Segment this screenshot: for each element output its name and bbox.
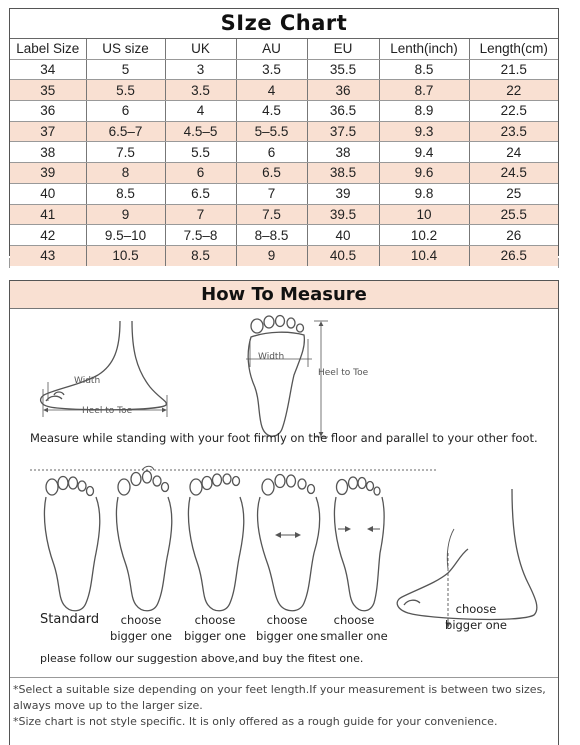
table-cell: 9 — [236, 245, 307, 265]
table-cell: 37 — [10, 121, 86, 142]
table-cell: 6.5 — [236, 163, 307, 184]
foot-type-label-line1: choose — [194, 613, 236, 627]
foot-type-label-line2: bigger one — [110, 629, 172, 643]
note-item: *Select a suitable size depending on your feet length.If your measurement is between two sizes, always move up to the larger size. — [13, 683, 546, 712]
table-cell: 38 — [10, 142, 86, 163]
size-notes — [13, 682, 553, 730]
table-row — [10, 163, 558, 184]
table-row — [10, 101, 558, 122]
table-cell: 8.5 — [165, 245, 236, 265]
table-cell: 38 — [307, 142, 379, 163]
size-table — [10, 39, 558, 266]
table-cell: 6.5 — [165, 183, 236, 204]
table-cell: 8.5 — [86, 183, 165, 204]
table-cell: 4 — [165, 101, 236, 122]
table-cell: 38.5 — [307, 163, 379, 184]
column-header: Lenth(inch) — [379, 39, 469, 59]
foot-type-label-line2: bigger one — [256, 629, 318, 643]
table-cell: 24 — [469, 142, 558, 163]
table-cell: 5.5 — [86, 80, 165, 101]
table-cell: 21.5 — [469, 59, 558, 80]
table-cell: 39 — [10, 163, 86, 184]
side-foot-illustration — [41, 321, 167, 417]
table-cell: 10.4 — [379, 245, 469, 265]
side-heel-to-toe-label: Heel to Toe — [82, 406, 133, 416]
table-cell: 8.9 — [379, 101, 469, 122]
foot-type-label-line1: choose — [120, 613, 162, 627]
table-cell: 39.5 — [307, 204, 379, 225]
table-cell: 10.2 — [379, 225, 469, 246]
table-cell: 36 — [10, 101, 86, 122]
follow-suggestion-text: please follow our suggestion above,and buy the fitest one. — [40, 652, 364, 665]
table-cell: 42 — [10, 225, 86, 246]
table-cell: 26.5 — [469, 245, 558, 265]
table-cell: 6 — [165, 163, 236, 184]
size-chart-title: SIze Chart — [10, 9, 558, 39]
column-header: Label Size — [10, 39, 86, 59]
section-spacer — [9, 258, 559, 268]
foot-type-label-line1: choose — [455, 602, 497, 616]
table-cell: 9.6 — [379, 163, 469, 184]
note-item: *Size chart is not style specific. It is only offered as a rough guide for your convenience. — [13, 715, 498, 728]
table-cell: 25.5 — [469, 204, 558, 225]
table-cell: 34 — [10, 59, 86, 80]
foot-type-label-line1: choose — [266, 613, 308, 627]
notes-divider — [10, 677, 558, 678]
table-row — [10, 142, 558, 163]
table-cell: 4 — [236, 80, 307, 101]
table-cell: 9.5–10 — [86, 225, 165, 246]
table-header-row — [10, 39, 558, 59]
table-cell: 9.3 — [379, 121, 469, 142]
measure-instruction: Measure while standing with your foot firmly on the floor and parallel to your other foot. — [30, 431, 538, 445]
column-header: UK — [165, 39, 236, 59]
foot-type-label-line2: bigger one — [445, 618, 507, 632]
size-chart — [9, 8, 559, 264]
foot-type-label — [252, 612, 322, 644]
foot-type-label — [106, 612, 176, 644]
column-header: Length(cm) — [469, 39, 558, 59]
table-cell: 5–5.5 — [236, 121, 307, 142]
table-cell: 40 — [307, 225, 379, 246]
table-cell: 7.5 — [236, 204, 307, 225]
table-cell: 3 — [165, 59, 236, 80]
sole-width-label: Width — [258, 352, 285, 362]
how-to-measure-section — [9, 280, 559, 745]
table-row — [10, 225, 558, 246]
table-cell: 5.5 — [165, 142, 236, 163]
table-cell: 7.5–8 — [165, 225, 236, 246]
sole-heel-to-toe-label: Heel to Toe — [318, 368, 369, 378]
foot-type-label-line2: smaller one — [320, 629, 388, 643]
table-cell: 39 — [307, 183, 379, 204]
table-cell: 36.5 — [307, 101, 379, 122]
table-cell: 37.5 — [307, 121, 379, 142]
foot-type-label-standard: Standard — [40, 612, 100, 627]
table-cell: 8.7 — [379, 80, 469, 101]
table-cell: 26 — [469, 225, 558, 246]
table-cell: 22.5 — [469, 101, 558, 122]
table-cell: 24.5 — [469, 163, 558, 184]
table-cell: 8–8.5 — [236, 225, 307, 246]
column-header: US size — [86, 39, 165, 59]
sole-illustration — [246, 316, 328, 438]
table-cell: 10 — [379, 204, 469, 225]
foot-type-label — [318, 612, 390, 644]
measure-illustrations — [10, 309, 558, 677]
column-header: EU — [307, 39, 379, 59]
table-cell: 6 — [86, 101, 165, 122]
table-cell: 8.5 — [379, 59, 469, 80]
table-cell: 5 — [86, 59, 165, 80]
side-width-label: Width — [74, 376, 101, 386]
table-cell: 22 — [469, 80, 558, 101]
table-cell: 3.5 — [236, 59, 307, 80]
table-row — [10, 80, 558, 101]
table-cell: 41 — [10, 204, 86, 225]
table-cell: 43 — [10, 245, 86, 265]
table-row — [10, 204, 558, 225]
table-cell: 40.5 — [307, 245, 379, 265]
table-cell: 35.5 — [307, 59, 379, 80]
table-row — [10, 59, 558, 80]
table-cell: 9.8 — [379, 183, 469, 204]
column-header: AU — [236, 39, 307, 59]
table-cell: 6.5–7 — [86, 121, 165, 142]
table-cell: 7 — [236, 183, 307, 204]
foot-type-label-line2: bigger one — [184, 629, 246, 643]
table-cell: 40 — [10, 183, 86, 204]
table-cell: 25 — [469, 183, 558, 204]
foot-type-label — [438, 601, 514, 633]
table-cell: 3.5 — [165, 80, 236, 101]
foot-type-label-line1: choose — [333, 613, 375, 627]
table-cell: 8 — [86, 163, 165, 184]
table-cell: 4.5 — [236, 101, 307, 122]
table-cell: 7 — [165, 204, 236, 225]
table-cell: 6 — [236, 142, 307, 163]
how-to-measure-title: How To Measure — [10, 281, 558, 309]
foot-type-label — [180, 612, 250, 644]
table-cell: 9 — [86, 204, 165, 225]
table-cell: 10.5 — [86, 245, 165, 265]
table-cell: 7.5 — [86, 142, 165, 163]
table-row — [10, 183, 558, 204]
table-cell: 35 — [10, 80, 86, 101]
table-row — [10, 121, 558, 142]
table-cell: 9.4 — [379, 142, 469, 163]
table-cell: 4.5–5 — [165, 121, 236, 142]
table-cell: 36 — [307, 80, 379, 101]
table-cell: 23.5 — [469, 121, 558, 142]
